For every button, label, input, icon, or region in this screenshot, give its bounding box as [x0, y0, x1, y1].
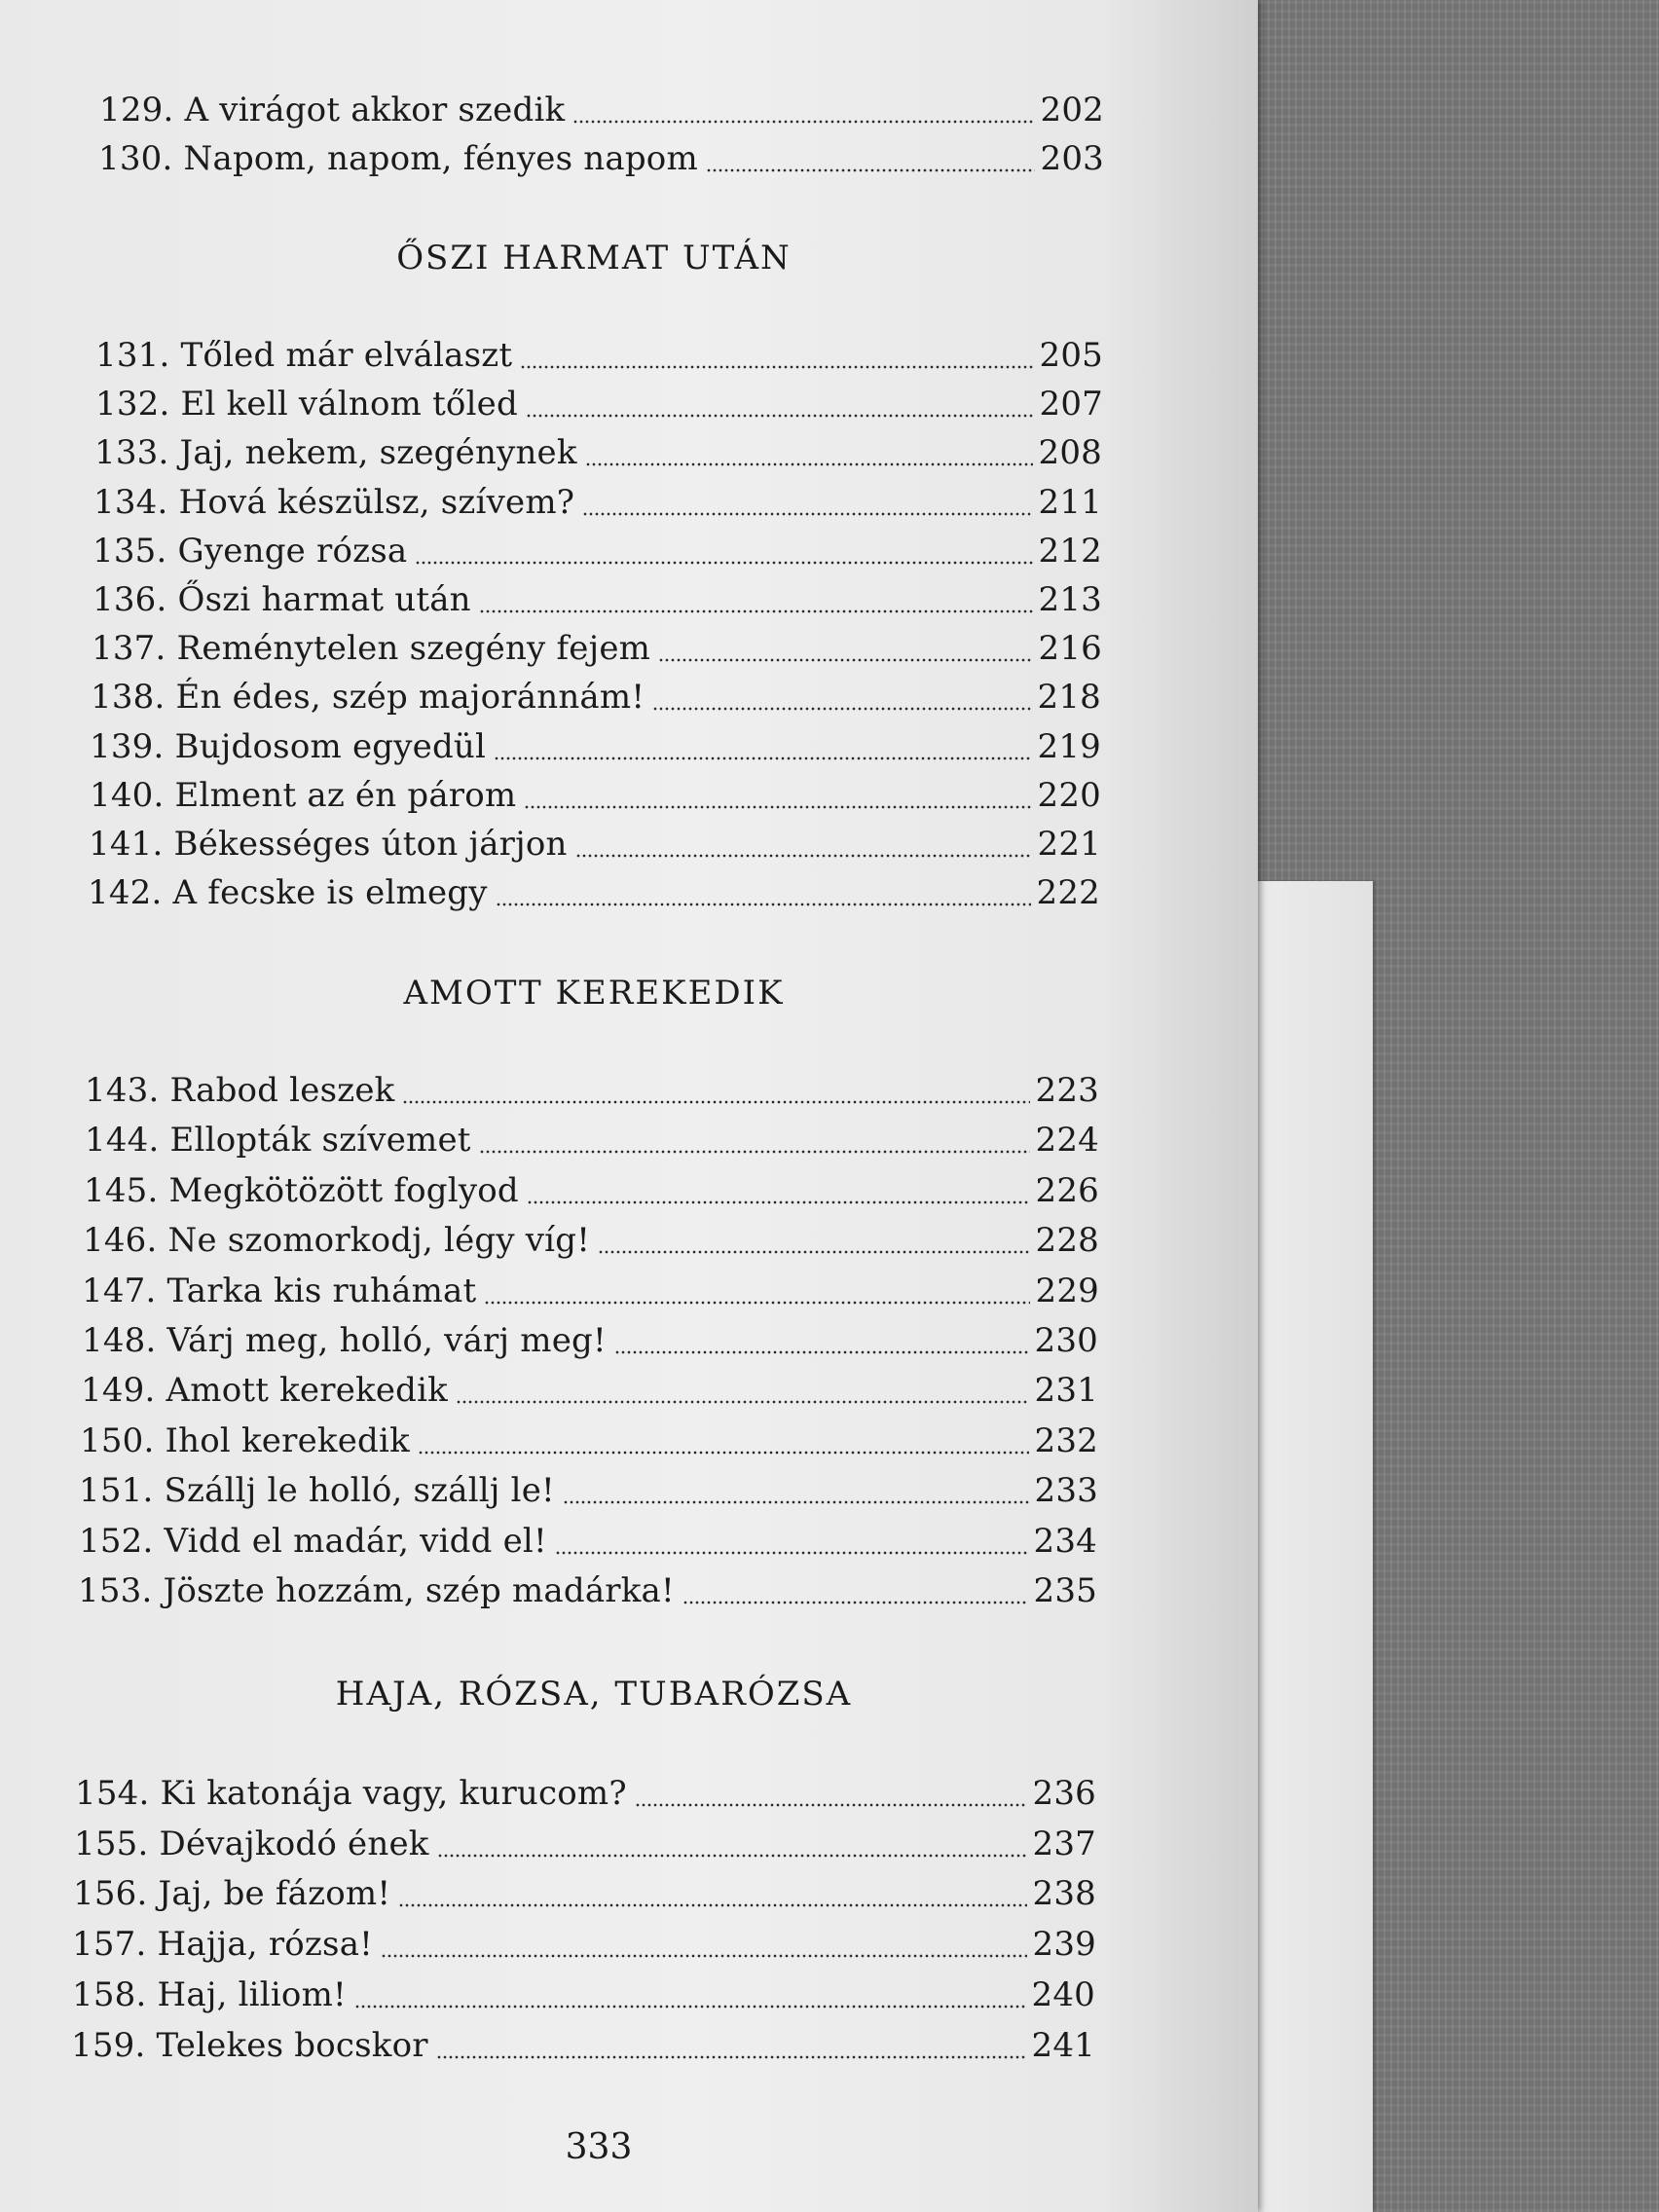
entry-page: 234	[1033, 1522, 1097, 1561]
entry-title: Amott kerekedik	[155, 1371, 448, 1410]
entry-title: Tőled már elválaszt	[169, 336, 513, 375]
entry-number: 136.	[92, 580, 167, 619]
entry-title: Elment az én párom	[164, 776, 517, 815]
dot-leader	[479, 1150, 1030, 1154]
toc-entry	[78, 1571, 1097, 1614]
entry-title: Haj, liliom!	[146, 1975, 347, 2014]
dot-leader	[706, 168, 1035, 172]
entry-page: 238	[1032, 1874, 1096, 1913]
toc-entry	[95, 385, 1103, 427]
dot-leader	[575, 854, 1032, 858]
entry-number: 147.	[82, 1272, 157, 1310]
entry-number: 146.	[83, 1221, 158, 1260]
entry-number: 132.	[95, 385, 170, 424]
dot-leader	[635, 1803, 1027, 1807]
entry-page: 235	[1033, 1571, 1097, 1610]
toc-entry	[94, 433, 1102, 476]
entry-page: 229	[1035, 1272, 1099, 1310]
entry-number: 150.	[80, 1421, 155, 1460]
dot-leader	[494, 756, 1031, 760]
entry-page: 221	[1037, 825, 1101, 864]
toc-entry	[72, 1925, 1096, 1968]
entry-page: 231	[1034, 1371, 1098, 1410]
entry-number: 134.	[93, 483, 168, 522]
entry-title: Ne szomorkodj, légy víg!	[157, 1221, 591, 1260]
dot-leader	[398, 1903, 1026, 1907]
page-number: 333	[565, 2127, 633, 2167]
entry-page: 202	[1040, 91, 1104, 129]
dot-leader	[418, 1451, 1029, 1455]
toc-entry	[72, 1975, 1095, 2018]
entry-number: 129.	[99, 91, 174, 129]
dot-leader	[526, 414, 1034, 418]
dot-leader	[598, 1250, 1029, 1254]
entry-number: 141.	[89, 825, 164, 864]
toc-entry	[82, 1272, 1099, 1314]
entry-page: 226	[1035, 1171, 1099, 1210]
dot-leader	[585, 462, 1033, 466]
entry-title: Én édes, szép majoránnám!	[165, 678, 645, 717]
entry-page: 218	[1037, 678, 1101, 717]
toc-entry	[90, 776, 1101, 819]
entry-number: 148.	[82, 1321, 157, 1360]
entry-page: 220	[1037, 776, 1101, 815]
toc-entry	[95, 336, 1103, 379]
toc-entry	[73, 1874, 1096, 1917]
dot-leader	[520, 365, 1033, 369]
entry-title: Ihol kerekedik	[154, 1421, 410, 1460]
section-heading: AMOTT KEREKEDIK	[403, 974, 785, 1013]
toc-entry	[90, 727, 1101, 770]
entry-number: 140.	[90, 776, 165, 815]
entry-title: Ki katonája vagy, kurucom?	[149, 1774, 627, 1813]
entry-number: 153.	[78, 1571, 153, 1610]
entry-page: 230	[1034, 1321, 1098, 1360]
entry-title: Telekes bocskor	[145, 2026, 428, 2065]
entry-number: 145.	[84, 1171, 159, 1210]
entry-page: 236	[1032, 1774, 1096, 1813]
entry-page: 211	[1038, 483, 1102, 522]
entry-number: 131.	[95, 336, 170, 375]
dot-leader	[456, 1400, 1029, 1404]
entry-title: Jaj, be fázom!	[147, 1874, 391, 1913]
entry-page: 228	[1035, 1221, 1099, 1260]
toc-entry	[99, 91, 1104, 133]
entry-page: 237	[1032, 1825, 1096, 1863]
entry-page: 205	[1039, 336, 1103, 375]
toc-entry	[85, 1071, 1099, 1114]
toc-entry	[82, 1321, 1098, 1364]
dot-leader	[524, 805, 1031, 809]
entry-title: Napom, napom, fényes napom	[172, 139, 698, 178]
entry-number: 157.	[72, 1925, 147, 1964]
entry-number: 138.	[91, 678, 166, 717]
toc-entry	[71, 2026, 1095, 2069]
entry-page: 212	[1038, 532, 1102, 571]
entry-title: Reménytelen szegény fejem	[166, 629, 651, 668]
dot-leader	[381, 1954, 1026, 1958]
entry-title: Jaj, nekem, szegénynek	[168, 433, 577, 472]
entry-title: Hová készülsz, szívem?	[167, 483, 575, 522]
entry-title: Ellopták szívemet	[159, 1121, 471, 1160]
dot-leader	[484, 1301, 1029, 1305]
entry-number: 159.	[71, 2026, 146, 2065]
entry-title: Dévajkodó ének	[148, 1825, 429, 1863]
entry-page: 233	[1034, 1471, 1098, 1510]
dot-leader	[437, 1854, 1027, 1858]
entry-number: 154.	[75, 1774, 150, 1813]
dot-leader	[582, 512, 1032, 516]
entry-title: Vidd el madár, vidd el!	[153, 1522, 547, 1561]
dot-leader	[652, 707, 1031, 711]
toc-entry	[93, 483, 1102, 526]
entry-page: 240	[1031, 1975, 1095, 2014]
entry-number: 130.	[98, 139, 173, 178]
toc-entry	[74, 1825, 1096, 1867]
entry-number: 142.	[88, 873, 163, 912]
dot-leader	[572, 120, 1034, 124]
entry-number: 151.	[79, 1471, 154, 1510]
dot-leader	[682, 1601, 1028, 1604]
toc-entry	[92, 532, 1102, 574]
dot-leader	[415, 561, 1032, 565]
dot-leader	[354, 2005, 1026, 2009]
toc-entry	[83, 1221, 1099, 1264]
dot-leader	[436, 2055, 1026, 2059]
dot-leader	[479, 609, 1033, 613]
entry-title: A virágot akkor szedik	[173, 91, 566, 129]
entry-title: Rabod leszek	[159, 1071, 395, 1110]
dot-leader	[496, 903, 1031, 906]
entry-title: A fecske is elmegy	[162, 873, 488, 912]
entry-number: 158.	[72, 1975, 147, 2014]
dot-leader	[658, 658, 1032, 662]
entry-page: 207	[1039, 385, 1103, 424]
entry-title: Őszi harmat után	[166, 580, 471, 619]
entry-number: 137.	[92, 629, 166, 668]
toc-entry	[89, 825, 1101, 867]
dot-leader	[563, 1500, 1029, 1504]
entry-page: 216	[1038, 629, 1102, 668]
toc-entry	[88, 873, 1100, 916]
toc-entry	[75, 1774, 1096, 1817]
toc-entry	[92, 629, 1102, 672]
entry-page: 241	[1031, 2026, 1095, 2065]
toc-entry	[85, 1121, 1099, 1163]
entry-number: 155.	[74, 1825, 149, 1863]
section-heading: ŐSZI HARMAT UTÁN	[396, 239, 792, 277]
entry-number: 156.	[73, 1874, 148, 1913]
entry-page: 203	[1040, 139, 1104, 178]
entry-page: 213	[1038, 580, 1102, 619]
entry-page: 222	[1036, 873, 1100, 912]
dot-leader	[555, 1551, 1028, 1555]
toc-entry	[92, 580, 1102, 623]
entry-page: 224	[1035, 1121, 1099, 1160]
entry-page: 239	[1032, 1925, 1096, 1964]
dot-leader	[614, 1350, 1029, 1354]
entry-number: 143.	[85, 1071, 160, 1110]
entry-title: Hajja, rózsa!	[146, 1925, 374, 1964]
entry-page: 232	[1034, 1421, 1098, 1460]
entry-title: Tarka kis ruhámat	[156, 1272, 477, 1310]
toc-entry	[79, 1471, 1098, 1514]
entry-title: Megkötözött foglyod	[158, 1171, 519, 1210]
toc-entry	[79, 1522, 1097, 1565]
entry-number: 135.	[92, 532, 167, 571]
entry-title: Bujdosom egyedül	[164, 727, 487, 766]
entry-page: 208	[1038, 433, 1102, 472]
entry-title: El kell válnom tőled	[169, 385, 518, 424]
dot-leader	[527, 1200, 1030, 1204]
entry-title: Gyenge rózsa	[166, 532, 408, 571]
entry-number: 149.	[81, 1371, 156, 1410]
toc-entry	[98, 139, 1104, 182]
entry-number: 152.	[79, 1522, 154, 1561]
entry-title: Jöszte hozzám, szép madárka!	[152, 1571, 675, 1610]
entry-number: 133.	[94, 433, 169, 472]
dot-leader	[402, 1100, 1029, 1104]
entry-page: 223	[1035, 1071, 1099, 1110]
entry-title: Szállj le holló, szállj le!	[153, 1471, 555, 1510]
toc-entry	[80, 1421, 1098, 1464]
entry-title: Várj meg, holló, várj meg!	[156, 1321, 607, 1360]
entry-title: Békességes úton járjon	[163, 825, 568, 864]
toc-entry	[81, 1371, 1098, 1414]
section-heading: HAJA, RÓZSA, TUBARÓZSA	[335, 1675, 853, 1714]
toc-entry	[91, 678, 1101, 720]
entry-number: 144.	[85, 1121, 160, 1160]
entry-number: 139.	[90, 727, 165, 766]
toc-entry	[84, 1171, 1099, 1214]
entry-page: 219	[1037, 727, 1101, 766]
